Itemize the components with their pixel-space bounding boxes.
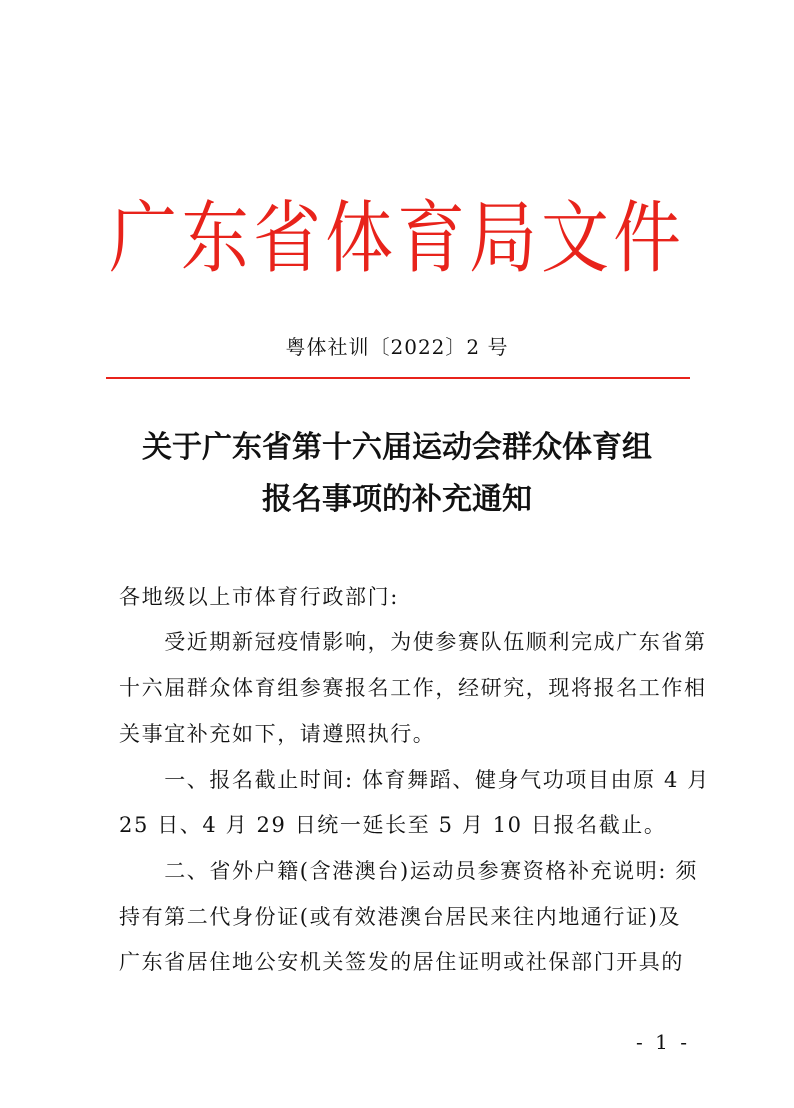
body-line: 持有第二代身份证(或有效港澳台居民来往内地通行证)及 bbox=[119, 905, 681, 929]
salutation: 各地级以上市体育行政部门: bbox=[119, 585, 399, 609]
notice-title-line-2: 报名事项的补充通知 bbox=[262, 482, 532, 517]
body-line: 一、报名截止时间: 体育舞蹈、健身气功项目由原 4 月 bbox=[119, 768, 710, 792]
page-number: - 1 - bbox=[636, 1030, 690, 1054]
notice-title-line-1: 关于广东省第十六届运动会群众体育组 bbox=[142, 430, 652, 465]
body-line: 广东省居住地公安机关签发的居住证明或社保部门开具的 bbox=[119, 950, 684, 974]
document-header-title: 广东省体育局文件 bbox=[108, 193, 685, 285]
header-divider bbox=[106, 377, 690, 379]
body-line: 二、省外户籍(含港澳台)运动员参赛资格补充说明: 须 bbox=[119, 859, 698, 883]
document-number: 粤体社训〔2022〕2 号 bbox=[285, 335, 509, 359]
body-line: 十六届群众体育组参赛报名工作，经研究，现将报名工作相 bbox=[119, 676, 707, 700]
body-line: 受近期新冠疫情影响，为使参赛队伍顺利完成广东省第 bbox=[119, 630, 707, 654]
body-line: 关事宜补充如下，请遵照执行。 bbox=[119, 722, 436, 746]
body-line: 25 日、4 月 29 日统一延长至 5 月 10 日报名截止。 bbox=[119, 813, 667, 837]
